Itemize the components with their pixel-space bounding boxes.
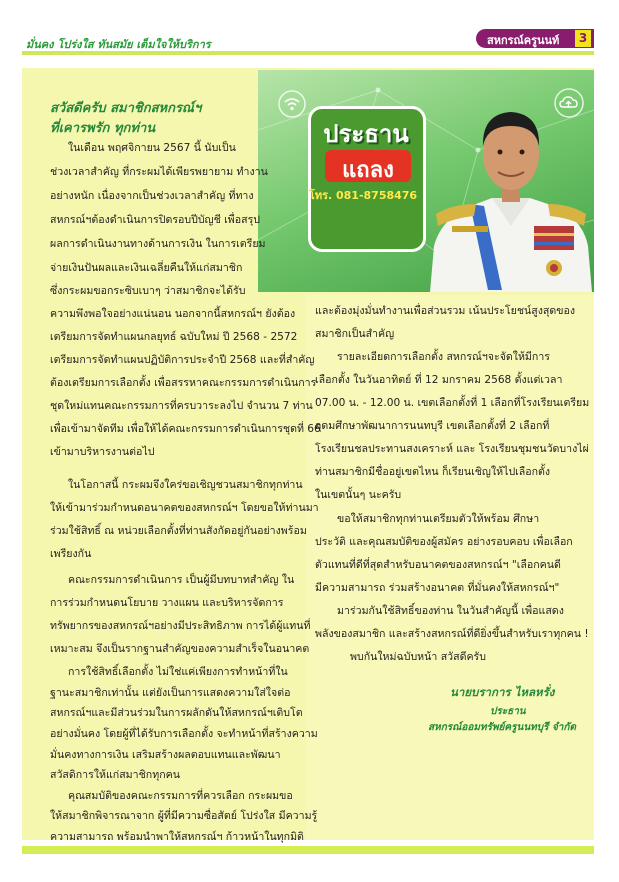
left-line-27: มั่นคงทางการเงิน เสริมสร้างผลตอบแทนและพัฒนา xyxy=(50,749,281,761)
badge-subtitle: แถลง xyxy=(342,158,394,183)
left-line-28: สวัสดิการให้แก่สมาชิกทุกคน xyxy=(50,769,180,781)
wifi-icon xyxy=(278,90,306,118)
right-line-16: พบกันใหม่ฉบับหน้า สวัสดีครับ xyxy=(350,651,486,663)
left-line-10: เตรียมการจัดทำแผนปฏิบัติการประจำปี 2568 และที่สำคัญ xyxy=(50,354,315,366)
badge-phone: โทร. 081-8758476 xyxy=(308,189,418,202)
left-line-29: คุณสมบัติของคณะกรรมการที่ควรเลือก กระผมขอ xyxy=(68,790,293,802)
left-line-20: การร่วมกำหนดนโยบาย วางแผน และบริหารจัดการ xyxy=(50,597,284,609)
header-publication: สหกรณ์ครูนนท์ xyxy=(487,34,560,47)
left-line-24: ฐานะสมาชิกเท่านั้น แต่ยังเป็นการแสดงความใส่ใจต่อ xyxy=(50,687,291,699)
left-line-23: การใช้สิทธิ์เลือกตั้ง ไม่ใช่แค่เพียงการทำหน้าที่ใน xyxy=(68,666,288,678)
right-line-13: มีความสามารถ ร่วมสร้างอนาคต ที่มั่นคงให้สหกรณ์ฯ" xyxy=(315,582,560,594)
signature-organization: สหกรณ์ออมทรัพย์ครูนนทบุรี จำกัด xyxy=(428,722,576,733)
right-line-14: มาร่วมกันใช้สิทธิ์ของท่าน ในวันสำคัญนี้ เพื่อแสดง xyxy=(337,605,564,617)
left-line-14: เข้ามาบริหารงานต่อไป xyxy=(50,446,155,458)
left-line-1: ในเดือน พฤศจิกายน 2567 นี้ นับเป็น xyxy=(68,142,236,154)
left-line-18: เพรียงกัน xyxy=(50,548,92,560)
right-line-7: โรงเรียนชลประทานสงเคราะห์ และ โรงเรียนชุมชนวัดบางไผ่ xyxy=(315,443,589,455)
left-line-25: สหกรณ์ฯและมีส่วนร่วมในการผลักดันให้สหกรณ์ฯเติบโต xyxy=(50,707,303,719)
left-line-12: ชุดใหม่แทนคณะกรรมการที่ครบวาระลงไป จำนวน 7 ท่าน xyxy=(50,400,313,412)
right-line-5: 07.00 น. - 12.00 น. เขตเลือกตั้งที่ 1 เลือกที่โรงเรียนเตรียม xyxy=(315,397,590,409)
signature-title: ประธาน xyxy=(490,706,526,717)
left-line-17: ร่วมใช้สิทธิ์ ณ หน่วยเลือกตั้งที่ท่านสังกัดอยู่กันอย่างพร้อม xyxy=(50,525,307,537)
right-line-12: ตัวแทนที่ดีที่สุดสำหรับอนาคตของสหกรณ์ฯ "เลือกคนดี xyxy=(315,559,561,571)
right-line-15: พลังของสมาชิก และสร้างสหกรณ์ที่ดียิ่งขึ้นสำหรับเราทุกคน ! xyxy=(315,628,589,640)
greeting-line-2: ที่เคารพรัก ทุกท่าน xyxy=(50,121,156,136)
header-rule xyxy=(22,51,594,55)
right-line-8: ท่านสมาชิกมีชื่ออยู่เขตไหน ก็เรียนเชิญให้ไปเลือกตั้ง xyxy=(315,466,551,478)
left-line-22: เหมาะสม จึงเป็นรากฐานสำคัญของความสำเร็จในอนาคต xyxy=(50,643,310,655)
right-line-9: ในเขตนั้นๆ นะครับ xyxy=(315,489,402,501)
signature-name: นายบราการ ไหลหรั่ง xyxy=(450,685,555,699)
page-number: 3 xyxy=(575,30,591,47)
right-line-3: รายละเอียดการเลือกตั้ง สหกรณ์ฯจะจัดให้มีการ xyxy=(337,351,550,363)
right-line-2: สมาชิกเป็นสำคัญ xyxy=(315,328,395,340)
chairman-portrait xyxy=(430,76,592,292)
left-line-26: อย่างมั่นคง โดยผู้ที่ได้รับการเลือกตั้ง จะทำหน้าที่สร้างความ xyxy=(50,728,318,740)
left-line-7: ซึ่งกระผมขอกระซิบเบาๆ ว่าสมาชิกจะได้รับ xyxy=(50,285,246,297)
header-tagline: มั่นคง โปร่งใส ทันสมัย เต็มใจให้บริการ xyxy=(26,38,211,51)
left-line-8: ความพึงพอใจอย่างแน่นอน นอกจากนี้สหกรณ์ฯ ยังต้อง xyxy=(50,308,296,320)
left-line-15: ในโอกาสนี้ กระผมจึงใคร่ขอเชิญชวนสมาชิกทุกท่าน xyxy=(68,479,303,491)
left-line-11: ต้องเตรียมการเลือกตั้ง เพื่อสรรหาคณะกรรมการดำเนินการ xyxy=(50,377,317,389)
left-line-3: อย่างหนัก เนื่องจากเป็นช่วงเวลาสำคัญ ที่ทาง xyxy=(50,190,254,202)
left-line-13: เพื่อเข้ามาจัดทีม เพื่อให้ได้คณะกรรมการดำเนินการชุดที่ 66 xyxy=(50,423,321,435)
right-line-11: ประวัติ และคุณสมบัติของผู้สมัคร อย่างรอบคอบ เพื่อเลือก xyxy=(315,536,573,548)
left-line-5: ผลการดำเนินงานทางด้านการเงิน ในการเตรียม xyxy=(50,238,266,250)
right-line-4: เลือกตั้ง ในวันอาทิตย์ ที่ 12 มกราคม 2568 ตั้งแต่เวลา xyxy=(315,374,563,386)
left-line-16: ให้เข้ามาร่วมกำหนดอนาคตของสหกรณ์ฯ โดยขอให้ท่านมา xyxy=(50,502,319,514)
greeting-line-1: สวัสดีครับ สมาชิกสหกรณ์ฯ xyxy=(50,101,202,116)
left-line-4: สหกรณ์ฯต้องดำเนินการปิดรอบปีบัญชี เพื่อสรุป xyxy=(50,214,260,226)
left-line-30: ให้สมาชิกพิจารณาจาก ผู้ที่มีความซื่อสัตย์ โปร่งใส มีความรู้ xyxy=(50,810,318,822)
badge-title: ประธาน xyxy=(323,120,409,148)
right-line-1: และต้องมุ่งมั่นทำงานเพื่อส่วนรวม เน้นประโยชน์สูงสุดของ xyxy=(315,305,576,317)
left-line-21: ทรัพยากรของสหกรณ์ฯอย่างมีประสิทธิภาพ การได้ผู้แทนที่ xyxy=(50,620,311,632)
footer-rule xyxy=(22,846,594,854)
left-line-9: เตรียมการจัดทำแผนกลยุทธ์ ฉบับใหม่ ปี 2568 - 2572 xyxy=(50,331,298,343)
right-line-6: อุดมศึกษาพัฒนาการนนทบุรี เขตเลือกตั้งที่ 2 เลือกที่ xyxy=(315,420,550,432)
left-line-2: ช่วงเวลาสำคัญ ที่กระผมได้เพียรพยายาม ทำงาน xyxy=(50,166,268,178)
left-line-31: ความสามารถ พร้อมนำพาให้สหกรณ์ฯ ก้าวหน้าในทุกมิติ xyxy=(50,831,304,843)
right-line-10: ขอให้สมาชิกทุกท่านเตรียมตัวให้พร้อม ศึกษา xyxy=(337,513,540,525)
left-line-19: คณะกรรมการดำเนินการ เป็นผู้มีบทบาทสำคัญ ใน xyxy=(68,574,295,586)
left-line-6: จ่ายเงินปันผลและเงินเฉลี่ยคืนให้แก่สมาชิก xyxy=(50,262,243,274)
